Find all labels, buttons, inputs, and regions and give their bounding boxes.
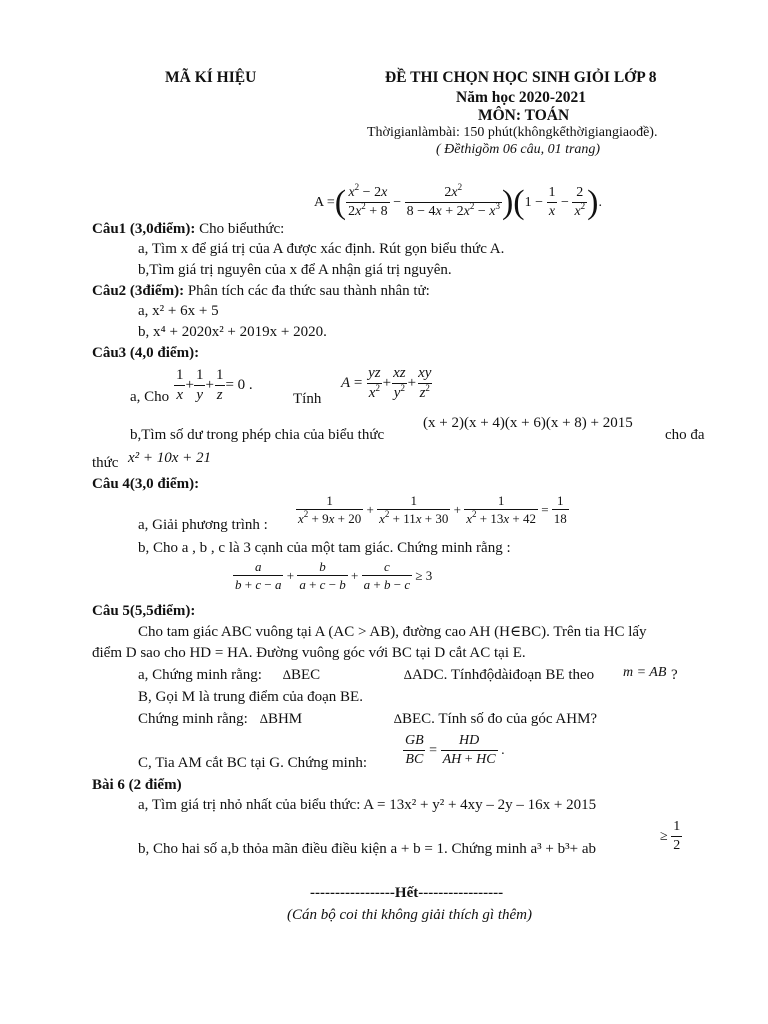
q4-equation: $\frac{1}{x^2 + 9x + 20}$ + $\frac{1}{x^2 + 11x + 30}$ + $\frac{1}{x^2 + 13x + 42}$ = $\frac{1}{18}$ <box>298 493 567 526</box>
triangle-icon: ∆ <box>283 667 291 682</box>
q4-part-b: b, Cho a , b , c là 3 cạnh của một tam giác. Chứng minh rằng : <box>138 540 511 556</box>
q1-expr-lhs: A = <box>314 194 335 210</box>
q5-b2-triangle-1: ∆BHM <box>260 711 303 727</box>
q3-condition: $\frac{1}{x}$ + $\frac{1}{y}$ + $\frac{1}{z}$ = 0 . <box>176 367 253 403</box>
q5-c-equation: $\frac{GB}{BC}$ = $\frac{HD}{AH + HC}$ . <box>405 733 505 767</box>
q5-intro-1: Cho tam giác ABC vuông tại A (AC > AB), đường cao AH (H∈BC). Trên tia HC lấy <box>138 624 647 640</box>
q6-part-b: b, Cho hai số a,b thỏa mãn điều điều kiện a + b = 1. Chứng minh a³ + b³+ ab <box>138 841 596 857</box>
q2-header <box>92 284 430 299</box>
q5-c-prefix: C, Tia AM cắt BC tại G. Chứng minh: <box>138 755 367 771</box>
end-marker: -----------------Hết----------------- <box>310 885 504 901</box>
q4-label: Câu 4(3,0 điểm): <box>92 476 200 492</box>
q1-expression: A = ( $\frac{x^2 - 2x}{2x^2 + 8}$ − $\frac{2x^2}{8 - 4x + 2x^2 - x^3}$ )( 1 − $\frac{1}{x}$ − $\frac{2}{x^2}$ ) . <box>314 182 602 221</box>
q5-part-b1: B, Gọi M là trung điểm của đoạn BE. <box>138 689 363 705</box>
q5-a-question: ? <box>671 667 678 683</box>
q3-b-divisor: x² + 10x + 21 <box>128 450 212 466</box>
q3-a-tinh: Tính <box>293 391 322 407</box>
exam-title: ĐỀ THI CHỌN HỌC SINH GIỎI LỚP 8 <box>385 69 657 86</box>
q5-a-m: m = AB <box>623 665 667 680</box>
q3-a-prefix: a, Cho <box>130 389 170 405</box>
q3-expression: A = $\frac{yz}{x^2}$ + $\frac{xz}{y^2}$ + $\frac{xy}{z^2}$ <box>341 365 432 401</box>
q5-b2-triangle-2: ∆BEC. Tính số đo của góc AHM? <box>394 711 598 727</box>
q1-part-b: b,Tìm giá trị nguyên của x để A nhận giá trị nguyên. <box>138 262 452 278</box>
q1-part-a: a, Tìm x để giá trị của A được xác định. Rút gọn biểu thức A. <box>138 241 505 257</box>
q2-part-b: b, x⁴ + 2020x² + 2019x + 2020. <box>138 324 327 340</box>
q5-a-prefix: a, Chứng minh rằng: <box>138 667 262 683</box>
q6-part-a: a, Tìm giá trị nhỏ nhất của biểu thức: A = 13x² + y² + 4xy – 2y – 16x + 2015 <box>138 797 597 813</box>
q5-a-triangle-2: ∆ADC. Tínhđộdàiđoạn BE theo <box>404 667 595 683</box>
triangle-icon: ∆ <box>260 711 268 726</box>
q6-b-bound: ≥ $\frac{1}{2}$ <box>660 819 681 853</box>
q5-part-a <box>138 668 262 683</box>
time-limit: Thờigianlàmbài: 150 phút(khôngkểthờigiangiaođề). <box>367 125 658 140</box>
q4-inequality: $\frac{a}{b + c - a}$ + $\frac{b}{a + c - b}$ + $\frac{c}{a + b - c}$ ≥ 3 <box>235 559 433 592</box>
exam-code: MÃ KÍ HIỆU <box>165 69 257 86</box>
page-count: ( Đềthigồm 06 câu, 01 trang) <box>436 142 601 157</box>
triangle-icon: ∆ <box>394 711 402 726</box>
q5-label: Câu 5(5,5điểm): <box>92 603 196 619</box>
q5-intro-2: điểm D sao cho HD = HA. Đường vuông góc với BC tại D cắt AC tại E. <box>92 645 526 661</box>
school-year: Năm học 2020-2021 <box>456 89 587 106</box>
q6-label: Bài 6 (2 điểm) <box>92 777 182 793</box>
q3-b-line2: thức <box>92 455 119 471</box>
q2-intro: Phân tích các đa thức sau thành nhân tử: <box>184 283 430 299</box>
q3-b-prefix: b,Tìm số dư trong phép chia của biểu thức <box>130 427 385 443</box>
triangle-icon: ∆ <box>404 667 412 682</box>
q1-header <box>92 222 284 237</box>
q2-label: Câu2 (3điểm): <box>92 283 185 299</box>
q4-a-prefix: a, Giải phương trình : <box>138 517 268 533</box>
q1-label: Câu1 (3,0điểm): <box>92 221 196 237</box>
q2-part-a: a, x² + 6x + 5 <box>138 303 219 319</box>
subject: MÔN: TOÁN <box>478 107 570 124</box>
q3-b-suffix: cho đa <box>665 427 705 443</box>
q3-b-expr: (x + 2)(x + 4)(x + 6)(x + 8) + 2015 <box>423 415 633 431</box>
q1-intro: Cho biểuthức: <box>195 221 285 237</box>
q5-b2-prefix: Chứng minh rằng: <box>138 711 248 727</box>
footer-note: (Cán bộ coi thi không giải thích gì thêm) <box>287 907 532 923</box>
q5-a-triangle-1: ∆BEC <box>283 667 321 683</box>
q3-label: Câu3 (4,0 điểm): <box>92 345 200 361</box>
